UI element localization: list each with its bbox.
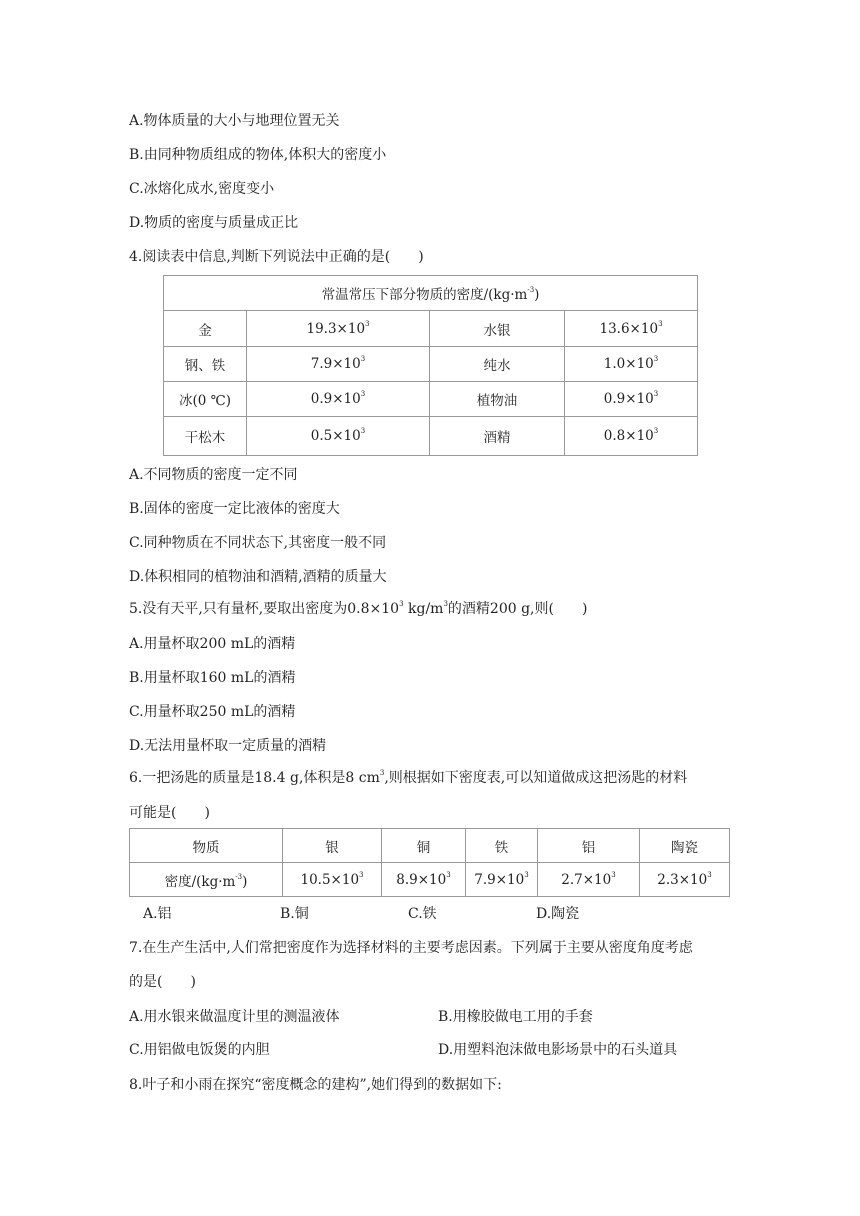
table-row xyxy=(164,417,698,456)
q7-stem-line2: 的是( ) xyxy=(129,974,196,990)
table-cell: $8.9\times 10^3$ xyxy=(382,863,466,897)
table-cell: 密度$/(kg\cdot m^{-3})$ xyxy=(130,863,283,897)
q7-option-d: D.用塑料泡沫做电影场景中的石头道具 xyxy=(438,1042,678,1058)
table-cell: $1.0\times 10^3$ xyxy=(565,347,698,382)
table-header-cell: 铁 xyxy=(466,829,538,863)
q7-option-b: B.用橡胶做电工用的手套 xyxy=(438,1009,593,1025)
table-row xyxy=(130,863,730,897)
q8-stem: 8.叶子和小雨在探究“密度概念的建构”,她们得到的数据如下: xyxy=(129,1077,502,1093)
q5-option-b: B.用量杯取160 mL的酒精 xyxy=(129,670,296,686)
table-row xyxy=(164,382,698,417)
q3-option-a: A.物体质量的大小与地理位置无关 xyxy=(129,113,340,129)
q4-option-c: C.同种物质在不同状态下,其密度一般不同 xyxy=(129,535,387,551)
q6-option-d: D.陶瓷 xyxy=(536,906,580,922)
q7-option-a: A.用水银来做温度计里的测温液体 xyxy=(129,1009,340,1025)
table-header-cell: 物质 xyxy=(130,829,283,863)
q4-option-b: B.固体的密度一定比液体的密度大 xyxy=(129,501,340,517)
q7-stem-line1: 7.在生产生活中,人们常把密度作为选择材料的主要考虑因素。下列属于主要从密度角度考虑 xyxy=(129,940,693,956)
q5-option-d: D.无法用量杯取一定质量的酒精 xyxy=(129,738,327,754)
q4-density-table xyxy=(163,275,698,456)
q3-option-b: B.由同种物质组成的物体,体积大的密度小 xyxy=(129,147,387,163)
q5-stem: 5.没有天平,只有量杯,要取出密度为$0.8\times 10^3$ $kg/m^3$的酒精200 g,则( ) xyxy=(129,600,588,617)
table-cell: 酒精 xyxy=(430,417,565,456)
q5-option-a: A.用量杯取200 mL的酒精 xyxy=(129,636,296,652)
q6-option-c: C.铁 xyxy=(408,906,437,922)
q4-option-a: A.不同物质的密度一定不同 xyxy=(129,467,298,483)
q5-option-c: C.用量杯取250 mL的酒精 xyxy=(129,704,296,720)
q4-option-d: D.体积相同的植物油和酒精,酒精的质量大 xyxy=(129,569,387,585)
table-cell: $13.6\times 10^3$ xyxy=(565,311,698,347)
q6-stem-line2: 可能是( ) xyxy=(129,805,210,821)
q6-option-b: B.铜 xyxy=(280,906,309,922)
q6-density-table xyxy=(129,828,730,897)
table-header-cell: 铝 xyxy=(538,829,640,863)
q6-stem-line1: 6.一把汤匙的质量是18.4 g,体积是8 $cm^3$,则根据如下密度表,可以知道做成这把汤匙的材料 xyxy=(129,769,688,786)
q4-table-title: 常温常压下部分物质的密度$/(kg\cdot m^{-3})$ xyxy=(164,276,698,311)
table-cell: 金 xyxy=(164,311,247,347)
table-cell: $10.5\times 10^3$ xyxy=(283,863,382,897)
table-cell: $2.3\times 10^3$ xyxy=(640,863,730,897)
table-cell: $0.9\times 10^3$ xyxy=(565,382,698,417)
q3-option-d: D.物质的密度与质量成正比 xyxy=(129,215,299,231)
table-cell: 植物油 xyxy=(430,382,565,417)
table-cell: 纯水 xyxy=(430,347,565,382)
table-cell: 钢、铁 xyxy=(164,347,247,382)
table-header-cell: 铜 xyxy=(382,829,466,863)
table-cell: $19.3\times 10^3$ xyxy=(247,311,430,347)
table-cell: $0.9\times 10^3$ xyxy=(247,382,430,417)
table-cell: $0.8\times 10^3$ xyxy=(565,417,698,456)
table-header-cell: 陶瓷 xyxy=(640,829,730,863)
table-row xyxy=(164,347,698,382)
table-cell: 水银 xyxy=(430,311,565,347)
q4-stem: 4.阅读表中信息,判断下列说法中正确的是( ) xyxy=(129,249,424,265)
table-header-cell: 银 xyxy=(283,829,382,863)
q7-option-c: C.用铝做电饭煲的内胆 xyxy=(129,1042,270,1058)
table-cell: $2.7\times 10^3$ xyxy=(538,863,640,897)
table-row xyxy=(164,311,698,347)
table-cell: 冰(0 ℃) xyxy=(164,382,247,417)
q6-option-a: A.铝 xyxy=(143,906,172,922)
q3-option-c: C.冰熔化成水,密度变小 xyxy=(129,181,275,197)
table-row xyxy=(130,829,730,863)
table-cell: $7.9\times 10^3$ xyxy=(247,347,430,382)
table-cell: $7.9\times 10^3$ xyxy=(466,863,538,897)
table-cell: 干松木 xyxy=(164,417,247,456)
table-cell: $0.5\times 10^3$ xyxy=(247,417,430,456)
